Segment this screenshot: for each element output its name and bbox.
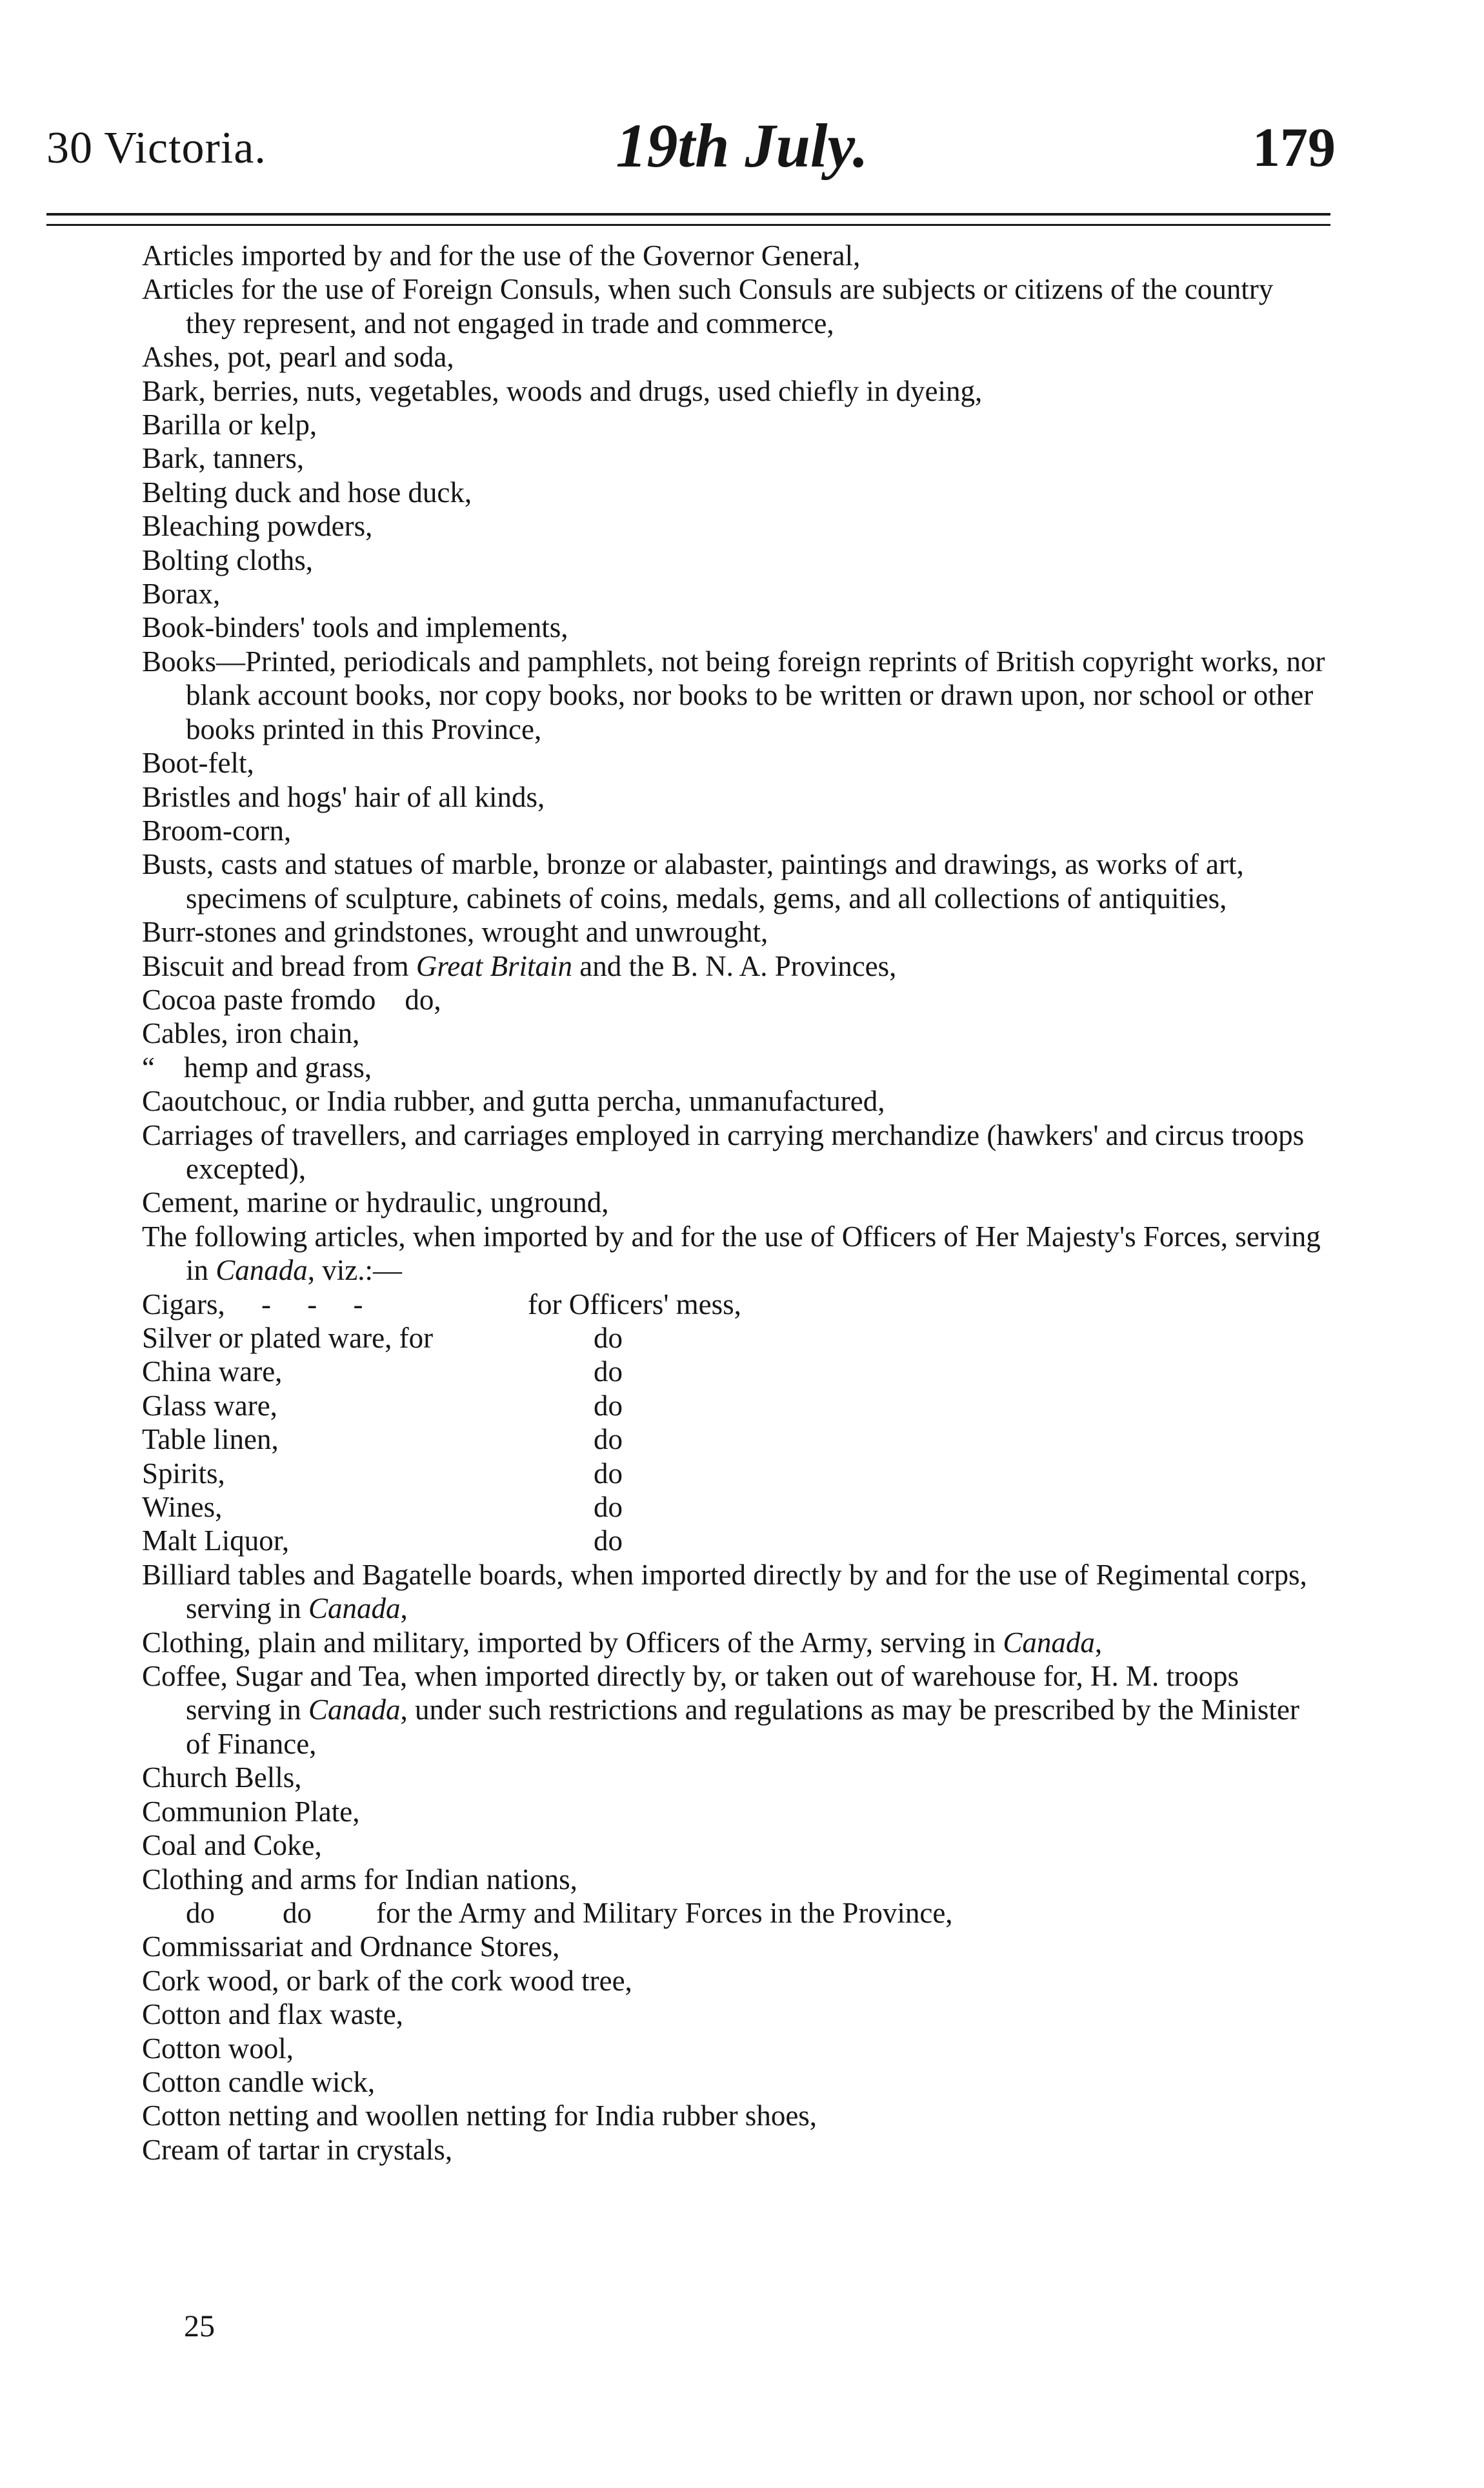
list-item: Caoutchouc, or India rubber, and gutta percha, unmanufactured, xyxy=(142,1085,885,1118)
list-item: Barilla or kelp, xyxy=(142,409,317,441)
list-item: Cotton wool, xyxy=(142,2032,294,2065)
mess-item-row xyxy=(142,1422,1330,1456)
ditto-mark: do do, xyxy=(346,983,441,1016)
list-item: Belting duck and hose duck, xyxy=(142,476,472,509)
list-item: Clothing and arms for Indian nations, xyxy=(142,1863,577,1896)
page-date: 19th July. xyxy=(616,111,868,180)
text-run: Clothing, plain and military, imported by Officers of the Army, serving in xyxy=(142,1626,1003,1659)
mess-note: do xyxy=(594,1322,623,1354)
text-run: and the B. N. A. Provinces, xyxy=(572,949,897,982)
text-run: Billiard tables and Bagatelle boards, when imported directly by and for the use of Regimental corps, serving in xyxy=(142,1558,1307,1625)
place-name: Canada xyxy=(216,1254,308,1287)
mess-item-row xyxy=(142,1355,1330,1388)
list-item: Articles imported by and for the use of the Governor General, xyxy=(142,239,861,272)
list-item: Carriages of travellers, and carriages employed in carrying merchandize (hawkers' and circus troops excepted), xyxy=(142,1118,1305,1185)
list-item-biscuit xyxy=(142,949,1330,983)
text-run: , under such restrictions and regulations as may be prescribed by the Minister of Finance, xyxy=(186,1694,1299,1760)
mess-item-row xyxy=(142,1457,1330,1490)
mess-note: do xyxy=(594,1355,623,1388)
list-item-cocoa xyxy=(142,983,1330,1016)
mess-item: Table linen, xyxy=(142,1423,279,1456)
list-item: Burr-stones and grindstones, wrought and unwrought, xyxy=(142,916,768,949)
text-run: , xyxy=(400,1592,408,1625)
mess-note: do xyxy=(594,1491,623,1524)
list-item: Bleaching powders, xyxy=(142,510,373,543)
mess-item-row xyxy=(142,1389,1330,1422)
list-item: Coal and Coke, xyxy=(142,1829,322,1862)
list-item: Bark, berries, nuts, vegetables, woods and drugs, used chiefly in dyeing, xyxy=(142,374,983,407)
page-number: 179 xyxy=(1252,116,1336,178)
place-name: Canada xyxy=(308,1592,401,1625)
list-item: Broom-corn, xyxy=(142,814,292,847)
place-name: Canada xyxy=(308,1694,401,1726)
mess-note: do xyxy=(594,1389,623,1422)
text-run: Cocoa paste from xyxy=(142,983,347,1016)
list-item: Commissariat and Ordnance Stores, xyxy=(142,1930,560,1963)
regnal-year: 30 Victoria. xyxy=(46,123,266,173)
list-item: Cotton netting and woollen netting for India rubber shoes, xyxy=(142,2099,817,2132)
list-item: Ashes, pot, pearl and soda, xyxy=(142,341,454,374)
text-run: , viz.:— xyxy=(307,1254,403,1287)
list-item: Books—Printed, periodicals and pamphlets, not being foreign reprints of British copyright works, nor blank account books, nor copy books, nor books to be written or drawn upon, nor school or other books printed in this Province, xyxy=(142,645,1325,745)
mess-item: Spirits, xyxy=(142,1457,225,1490)
list-item: Borax, xyxy=(142,578,221,611)
list-item: Book-binders' tools and implements, xyxy=(142,611,568,644)
list-item: Cream of tartar in crystals, xyxy=(142,2133,453,2166)
list-item: Cement, marine or hydraulic, unground, xyxy=(142,1186,609,1219)
ditto-mark: do xyxy=(283,1896,312,1929)
ditto-mark: do xyxy=(186,1896,215,1929)
mess-item-row xyxy=(142,1321,1330,1355)
mess-note: do xyxy=(594,1423,623,1456)
list-item: Cork wood, or bark of the cork wood tree, xyxy=(142,1964,632,1997)
text-run: Coffee, Sugar and Tea, when imported directly by, or taken out of warehouse for, H. M. troops serving in xyxy=(142,1660,1239,1726)
text-run: Biscuit and bread from xyxy=(142,949,416,982)
mess-item-row xyxy=(142,1288,1330,1321)
mess-item: Glass ware, xyxy=(142,1389,277,1422)
list-item: Cotton candle wick, xyxy=(142,2065,376,2098)
list-item: Cotton and flax waste, xyxy=(142,1998,403,2031)
place-name: Canada xyxy=(1003,1626,1095,1659)
place-name: Great Britain xyxy=(416,949,572,982)
mess-note: do xyxy=(594,1457,623,1490)
list-item-billiard xyxy=(142,1558,1330,1626)
mess-item: Malt Liquor, xyxy=(142,1524,290,1557)
list-item: Communion Plate, xyxy=(142,1795,360,1828)
list-item: Boot-felt, xyxy=(142,747,254,780)
list-item-army xyxy=(142,1896,1330,1930)
list-item-coffee xyxy=(142,1659,1330,1761)
header-rule-bottom xyxy=(46,224,1330,226)
text-run: The following articles, when imported by and for the use of Officers of Her Majesty's Forces, serving in xyxy=(142,1220,1321,1287)
list-item: Church Bells, xyxy=(142,1761,302,1794)
mess-item: Cigars, - - - xyxy=(142,1288,363,1320)
list-item-clothing xyxy=(142,1626,1330,1659)
mess-item-row xyxy=(142,1490,1330,1524)
list-item: Busts, casts and statues of marble, bronze or alabaster, paintings and drawings, as works of art, specimens of sculpture, cabinets of coins, medals, gems, and all collections of antiquities, xyxy=(142,848,1244,915)
text-run: , xyxy=(1094,1626,1103,1659)
text-run: for the Army and Military Forces in the Province, xyxy=(376,1896,953,1929)
list-item: Bark, tanners, xyxy=(142,442,305,475)
page-header xyxy=(0,110,1484,187)
signature-mark: 25 xyxy=(184,2309,215,2343)
mess-note: for Officers' mess, xyxy=(528,1288,741,1320)
mess-item: China ware, xyxy=(142,1355,283,1388)
mess-item-row xyxy=(142,1524,1330,1557)
mess-item: Wines, xyxy=(142,1491,223,1524)
list-item-officers xyxy=(142,1220,1330,1288)
list-item: Articles for the use of Foreign Consuls, when such Consuls are subjects or citizens of the country they represent, and not engaged in trade and commerce, xyxy=(142,273,1274,339)
list-item: “ hemp and grass, xyxy=(142,1051,372,1084)
mess-item: Silver or plated ware, for xyxy=(142,1322,434,1354)
list-item: Cables, iron chain, xyxy=(142,1017,360,1050)
header-rule-top xyxy=(46,213,1330,216)
article-list xyxy=(142,239,1330,2167)
mess-note: do xyxy=(594,1524,623,1557)
list-item: Bristles and hogs' hair of all kinds, xyxy=(142,780,545,813)
list-item: Bolting cloths, xyxy=(142,543,314,576)
